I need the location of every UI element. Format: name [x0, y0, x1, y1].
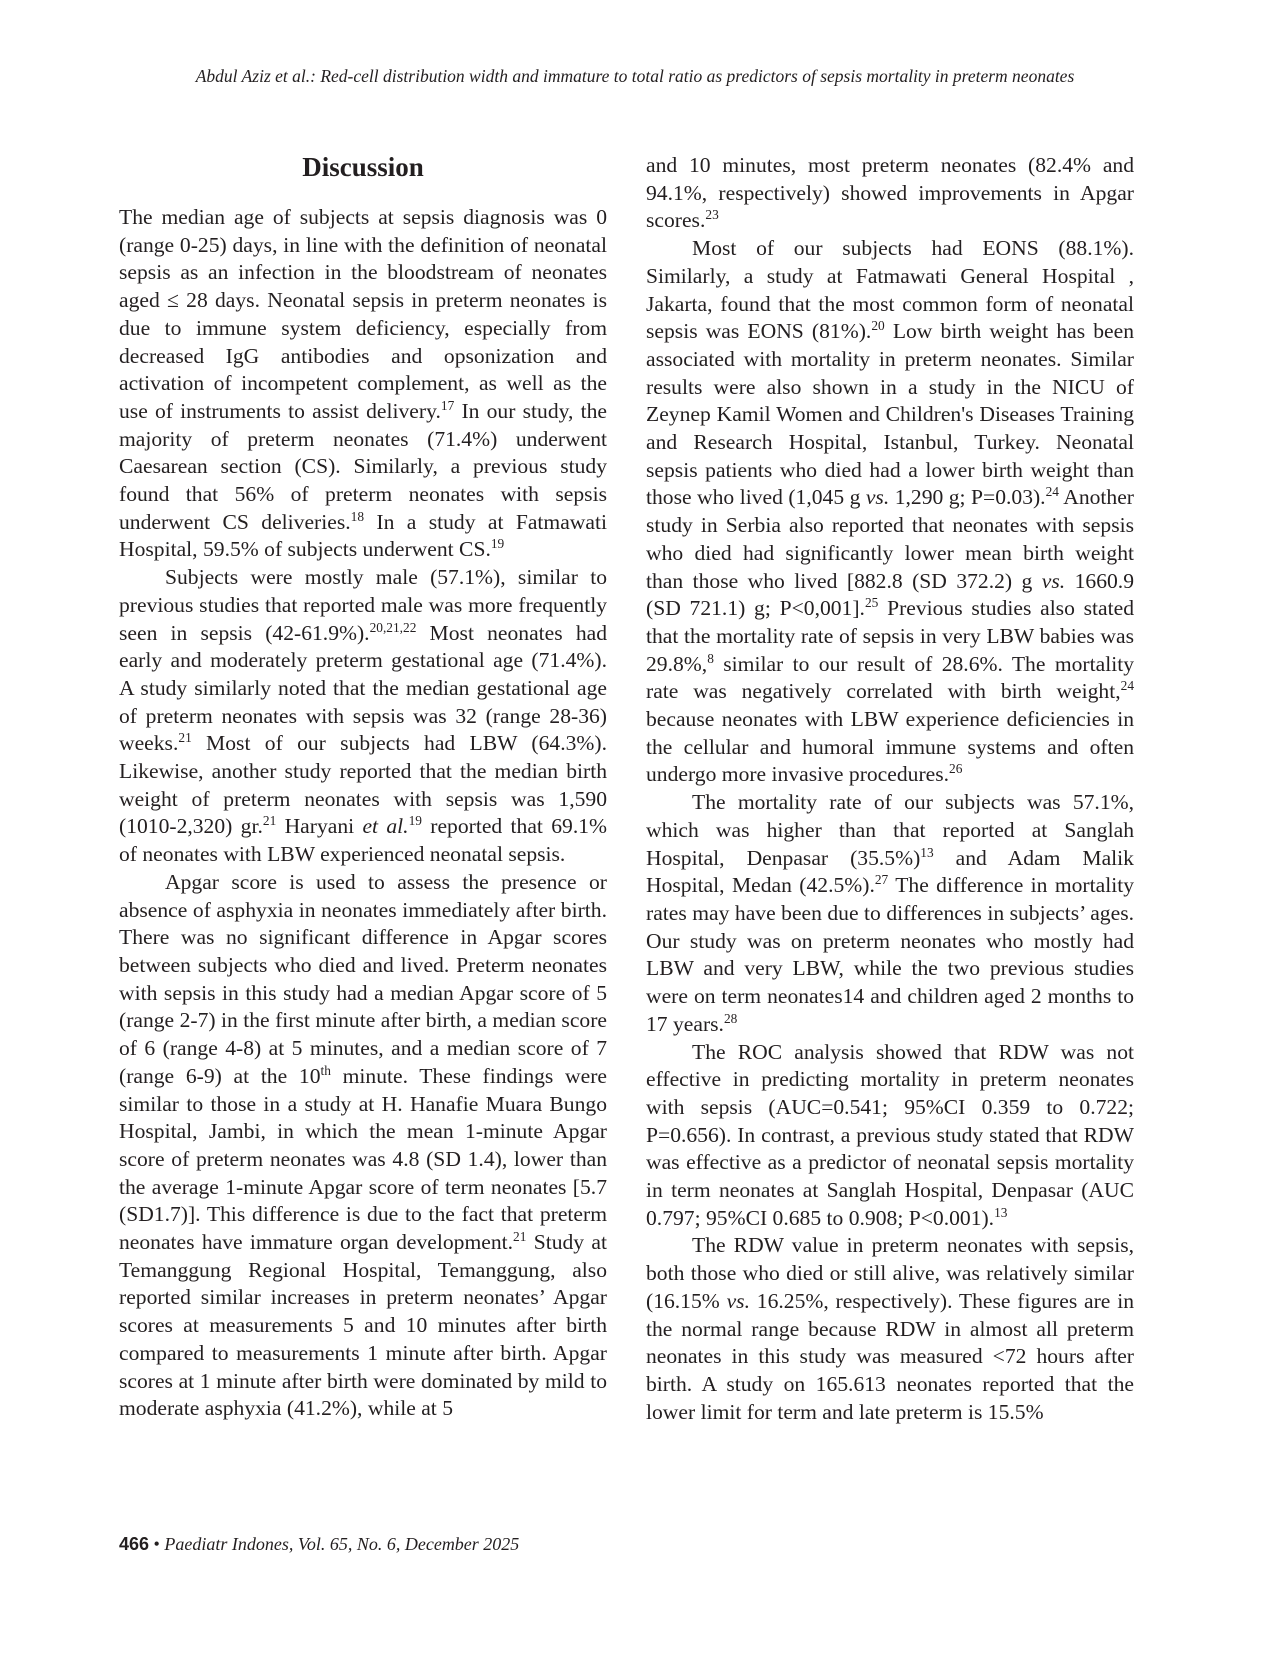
text-run: because neonates with LBW experience deficiencies in the cellular and humoral immune systems and often undergo more invasive procedures. — [646, 707, 1134, 787]
citation-superscript: th — [320, 1062, 331, 1078]
page-footer — [119, 1534, 519, 1555]
paragraph — [646, 789, 1134, 1038]
text-run: 1,290 g; P=0.03). — [889, 485, 1046, 510]
citation-superscript: 21 — [262, 813, 277, 829]
paragraph — [646, 1039, 1134, 1233]
text-run: The RDW value in preterm neonates with sepsis, both those who died or still alive, was relatively similar (16.15% — [646, 1233, 1134, 1313]
footer-bullet: • — [153, 1534, 160, 1554]
citation-superscript: 20,21,22 — [369, 619, 417, 635]
italic-text: vs. — [865, 485, 890, 510]
journal-citation: Paediatr Indones, Vol. 65, No. 6, December 2025 — [164, 1534, 520, 1554]
text-run: and 10 minutes, most preterm neonates (82.4% and 94.1%, respectively) showed improvements in Apgar scores. — [646, 153, 1134, 233]
citation-superscript: 13 — [994, 1204, 1008, 1220]
text-run: and Adam Malik Hospital, Medan (42.5%). — [646, 845, 1134, 898]
paragraph — [119, 204, 607, 564]
citation-superscript: 19 — [408, 813, 422, 829]
citation-superscript: 18 — [350, 508, 365, 524]
citation-superscript: 24 — [1045, 484, 1059, 500]
text-run: In our study, the majority of preterm neonates (71.4%) underwent Caesarean section (CS). Similarly, a previous study found that 56% of preterm neonates with sepsis underwent CS deliveries. — [119, 398, 607, 534]
citation-superscript: 24 — [1120, 678, 1134, 694]
citation-superscript: 21 — [178, 730, 192, 746]
text-run: reported that 69.1% of neonates with LBW experienced neonatal sepsis. — [119, 814, 607, 867]
paragraph — [646, 152, 1134, 235]
text-run: Another study in Serbia also reported that neonates with sepsis who died had significantly lower mean birth weight than those who lived [882.8 (SD 372.2) g — [646, 485, 1134, 593]
paragraph — [119, 869, 607, 1423]
left-column — [119, 152, 607, 1423]
paragraph — [646, 235, 1134, 789]
text-run: minute. These findings were similar to those in a study at H. Hanafie Muara Bungo Hospital, Jambi, in which the mean 1-minute Apgar score of preterm neonates was 4.8 (SD 1.4), lower than the average 1-minute Apgar score of term neonates [5.7 (SD1.7)]. This difference is due to the fact that preterm neonates have immature organ development. — [119, 1063, 607, 1255]
italic-text: vs. — [1041, 568, 1066, 593]
text-run: Most neonates had early and moderately preterm gestational age (71.4%). A study similarly noted that the median gestational age of preterm neonates with sepsis was 32 (range 28-36) weeks. — [119, 620, 607, 756]
paragraph — [646, 1232, 1134, 1426]
citation-superscript: 28 — [723, 1010, 738, 1026]
text-run: Subjects were mostly male (57.1%), similar to previous studies that reported male was more frequently seen in sepsis (42-61.9%). — [119, 565, 607, 645]
text-run: Haryani — [276, 814, 363, 839]
citation-superscript: 17 — [440, 397, 455, 413]
text-run: The median age of subjects at sepsis diagnosis was 0 (range 0-25) days, in line with the definition of neonatal sepsis as an infection in the bloodstream of neonates aged ≤ 28 days. Neonatal sepsis in preterm neonates is due to immune system deficiency, especially from decreased IgG antibodies and opsonization and activation of incompetent complement, as well as the use of instruments to assist delivery. — [119, 205, 607, 423]
text-run: 1660.9 (SD 721.1) g; P<0,001]. — [646, 568, 1134, 621]
text-run: In a study at Fatmawati Hospital, 59.5% of subjects underwent CS. — [119, 509, 607, 562]
paragraph — [119, 564, 607, 869]
text-run: 16.25%, respectively). These figures are in the normal range because RDW in almost all preterm neonates in this study was measured <72 hours after birth. A study on 165.613 neonates reported that the lower limit for term and late preterm is 15.5% — [646, 1288, 1134, 1424]
right-column — [646, 152, 1134, 1426]
italic-text: vs. — [726, 1288, 750, 1313]
page-number: 466 — [119, 1534, 150, 1554]
text-run: Most of our subjects had EONS (88.1%). Similarly, a study at Fatmawati General Hospital , Jakarta, found that the most common form of neonatal sepsis was EONS (81%). — [646, 236, 1134, 344]
text-run: Most of our subjects had LBW (64.3%). Likewise, another study reported that the median birth weight of preterm neonates with sepsis was 1,590 (1010-2,320) gr. — [119, 731, 607, 839]
citation-superscript: 19 — [490, 536, 505, 552]
text-run: Study at Temanggung Regional Hospital, Temanggung, also reported similar increases in preterm neonates’ Apgar scores at measurements 5 and 10 minutes after birth compared to measurements 1 minute after birth. Apgar scores at 1 minute after birth were dominated by mild to moderate asphyxia (41.2%), while at 5 — [119, 1230, 607, 1421]
text-run: Previous studies also stated that the mortality rate of sepsis in very LBW babies was 29.8%, — [646, 596, 1134, 676]
citation-superscript: 27 — [874, 872, 889, 888]
running-header: Abdul Aziz et al.: Red-cell distribution width and immature to total ratio as predictors of sepsis mortality in preterm neonates — [195, 66, 1075, 86]
section-heading: Discussion — [302, 152, 424, 182]
citation-superscript: 25 — [864, 595, 879, 611]
italic-text: et al. — [362, 814, 409, 839]
citation-superscript: 23 — [705, 207, 719, 223]
text-run: The ROC analysis showed that RDW was not effective in predicting mortality in preterm neonates with sepsis (AUC=0.541; 95%CI 0.359 to 0.722; P=0.656). In contrast, a previous study stated that RDW was effective as a predictor of neonatal sepsis mortality in term neonates at Sanglah Hospital, Denpasar (AUC 0.797; 95%CI 0.685 to 0.908; P<0.001). — [646, 1039, 1134, 1230]
text-run: The difference in mortality rates may have been due to differences in subjects’ ages. Our study was on preterm neonates who mostly had LBW and very LBW, while the two previous studies were on term neonates14 and children aged 2 months to 17 years. — [646, 873, 1134, 1036]
text-run: Low birth weight has been associated with mortality in preterm neonates. Similar results were also shown in a study in the NICU of Zeynep Kamil Women and Children's Diseases Training and Research Hospital, Istanbul, Turkey. Neonatal sepsis patients who died had a lower birth weight than those who lived (1,045 g — [646, 319, 1134, 510]
text-run: similar to our result of 28.6%. The mortality rate was negatively correlated with birth weight, — [646, 651, 1134, 704]
text-run: Apgar score is used to assess the presence or absence of asphyxia in neonates immediately after birth. There was no significant difference in Apgar scores between subjects who died and lived. Preterm neonates with sepsis in this study had a median Apgar score of 5 (range 2-7) in the first minute after birth, a median score of 6 (range 4-8) at 5 minutes, and a median score of 7 (range 6-9) at the 10 — [119, 869, 607, 1088]
citation-superscript: 13 — [920, 844, 934, 860]
citation-superscript: 20 — [871, 318, 885, 334]
citation-superscript: 8 — [707, 650, 714, 666]
citation-superscript: 21 — [513, 1228, 527, 1244]
citation-superscript: 26 — [949, 761, 963, 777]
text-run: The mortality rate of our subjects was 57.1%, which was higher than that reported at Sanglah Hospital, Denpasar (35.5%) — [646, 790, 1134, 870]
